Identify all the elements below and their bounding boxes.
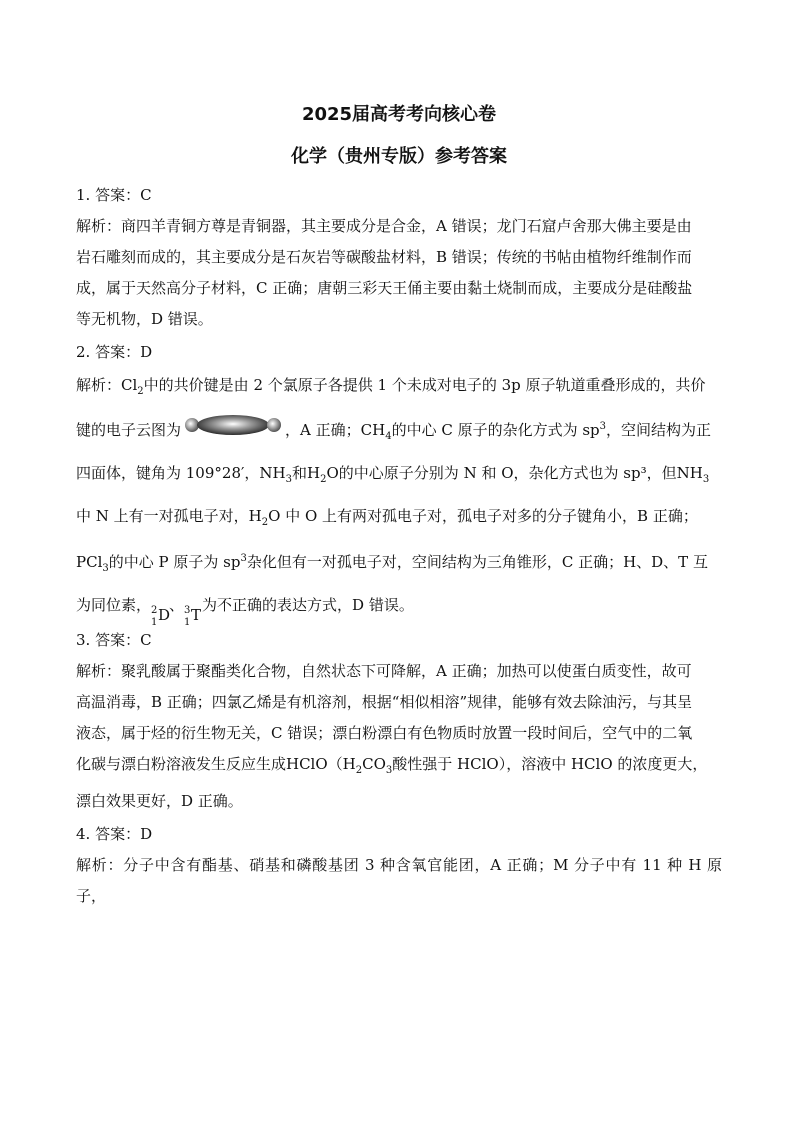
element-symbol: T — [191, 606, 202, 624]
q2-text: O 中 O 上有两对孤电子对，孤电子对多的分子键角小，B 正确； — [268, 507, 698, 525]
formula-h2co3 — [342, 755, 393, 776]
element-symbol: D — [158, 606, 171, 624]
formula-text: Cl — [121, 376, 138, 394]
q2-line-1 — [76, 368, 722, 409]
q1-answer: 1. 答案：C — [76, 186, 152, 204]
question-3 — [76, 625, 722, 817]
formula-subscript: 3 — [702, 474, 710, 485]
q4-line-1: 解析：分子中含有酯基、硝基和磷酸基团 3 种含氧官能团，A 正确；M 分子中有 11 种 H 原子， — [76, 856, 722, 905]
q3-line-4 — [76, 749, 722, 786]
q2-text: 中 N 上有一对孤电子对， — [76, 507, 249, 525]
formula-text: CH — [360, 421, 386, 439]
document-subtitle: 化学（贵州专版）参考答案 — [291, 146, 507, 167]
q3-text: 化碳与漂白粉溶液发生反应生成HClO（ — [76, 755, 343, 773]
formula-text: H — [307, 464, 321, 482]
formula-subscript: 3 — [385, 765, 393, 776]
mass-number: 2 — [151, 605, 158, 616]
electron-cloud-image — [183, 413, 283, 449]
formula-text: H — [248, 507, 262, 525]
q3-line-5: 漂白效果更好，D 正确。 — [76, 792, 243, 810]
q2-text: 的中心 C 原子的杂化方式为 sp — [391, 421, 600, 439]
question-4 — [76, 819, 722, 912]
q2-text: 、 — [169, 596, 185, 614]
formula-h2o — [248, 507, 269, 528]
formula-pcl3 — [76, 553, 109, 574]
q1-line-3: 成，属于天然高分子材料，C 正确；唐朝三彩天王俑主要由黏土烧制而成，主要成分是硅酸盐 — [76, 279, 693, 297]
atomic-number: 1 — [151, 617, 158, 628]
q3-line-1: 解析：聚乳酸属于聚酯类化合物，自然状态下可降解，A 正确；加热可以使蛋白质变性，故可 — [76, 662, 692, 680]
q2-text: 四面体，键角为 109°28′， — [76, 464, 260, 482]
formula-text: NH — [259, 464, 286, 482]
q3-text: 酸性强于 HClO），溶液中 HClO 的浓度更大， — [392, 755, 708, 773]
q3-line-3: 液态，属于烃的衍生物无关，C 错误；漂白粉漂白有色物质时放置一段时间后，空气中的二氧 — [76, 724, 693, 742]
q2-text: 为同位素， — [76, 596, 152, 614]
q2-line-5 — [76, 541, 722, 587]
formula-nh3 — [259, 464, 292, 485]
document-title: 2025届高考考向核心卷 — [301, 104, 497, 125]
formula-nh3 — [676, 464, 710, 485]
formula-subscript: 3 — [102, 563, 109, 574]
formula-text: PCl — [76, 553, 103, 571]
q1-line-1: 解析：商四羊青铜方尊是青铜器，其主要成分是合金，A 错误；龙门石窟卢舍那大佛主要是由 — [76, 217, 692, 235]
formula-subscript: 3 — [285, 474, 292, 485]
formula-subscript: 2 — [261, 517, 269, 528]
q2-line-2 — [76, 409, 722, 455]
q2-text: ，A 正确； — [285, 421, 361, 439]
mass-number: 3 — [184, 605, 191, 616]
q2-text: 为不正确的表达方式，D 错误。 — [202, 596, 414, 614]
formula-superscript: 3 — [599, 421, 607, 432]
q2-text: 杂化但有一对孤电子对，空间结构为三角锥形，C 正确；H、D、T 互 — [246, 553, 708, 571]
q2-text: 的中心原子分别为 N 和 O，杂化方式也为 sp³，但 — [338, 464, 677, 482]
q2-line-6 — [76, 587, 722, 628]
q2-text: 键的电子云图为 — [76, 421, 182, 439]
formula-subscript: 2 — [137, 386, 144, 397]
q1-line-2: 岩石雕刻而成的，其主要成分是石灰岩等碳酸盐材料，B 错误；传统的书帖由植物纤维制作而 — [76, 248, 692, 266]
q4-answer: 4. 答案：D — [76, 825, 153, 843]
q3-line-2: 高温消毒，B 正确；四氯乙烯是有机溶剂，根据“相似相溶”规律，能够有效去除油污，与其呈 — [76, 693, 693, 711]
formula-subscript: 2 — [320, 474, 327, 485]
question-1 — [76, 180, 722, 335]
q3-answer: 3. 答案：C — [76, 631, 152, 649]
formula-text: NH — [676, 464, 703, 482]
formula-subscript: 4 — [385, 431, 392, 442]
formula-subscript: 2 — [355, 765, 363, 776]
answer-page — [76, 100, 722, 912]
question-2 — [76, 337, 722, 628]
q2-text: 中的共价键是由 2 个氯原子各提供 1 个未成对电子的 3p 原子轨道重叠形成的，共价 — [143, 376, 706, 394]
isotope-deuterium — [151, 597, 171, 628]
formula-text: H — [342, 755, 356, 773]
formula-h2o — [307, 464, 339, 485]
atomic-number: 1 — [184, 617, 191, 628]
formula-text: O — [326, 464, 339, 482]
formula-superscript: 3 — [240, 553, 247, 564]
q2-text: 和 — [292, 464, 308, 482]
isotope-tritium — [184, 597, 202, 628]
q2-answer: 2. 答案：D — [76, 343, 153, 361]
q2-text: ，空间结构为正 — [606, 421, 712, 439]
formula-text: CO — [362, 755, 386, 773]
formula-ch4 — [360, 421, 392, 442]
q2-line-4 — [76, 498, 722, 541]
q1-line-4: 等无机物，D 错误。 — [76, 310, 213, 328]
formula-cl2 — [121, 376, 144, 397]
q2-line-3 — [76, 455, 722, 498]
q2-text: 解析： — [76, 376, 122, 394]
q2-text: 的中心 P 原子为 sp — [108, 553, 241, 571]
